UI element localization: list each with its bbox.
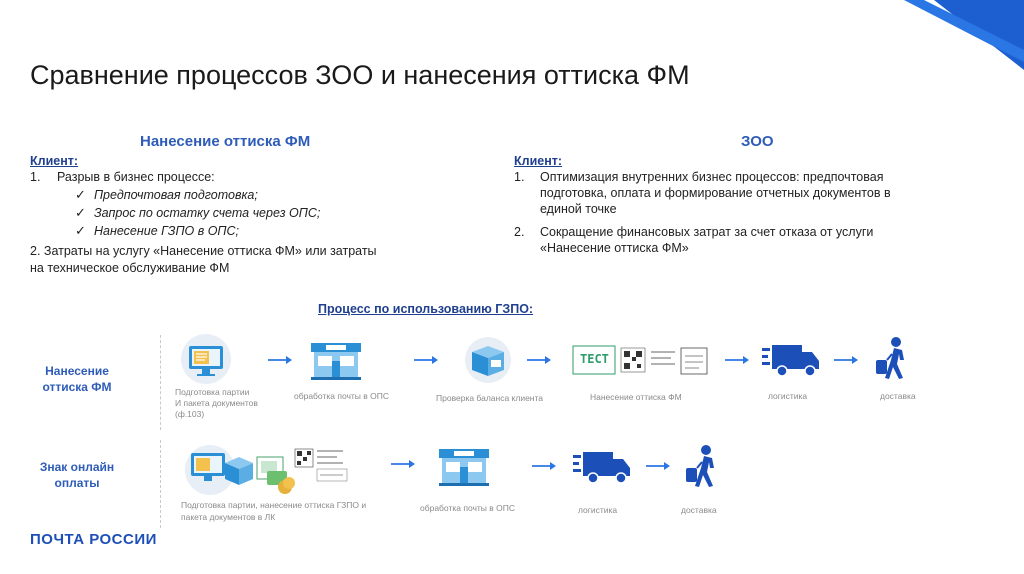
post-office-icon — [308, 337, 364, 381]
row1-caption-3: Проверка баланса клиента — [436, 393, 544, 403]
row2-caption-3: логистика — [578, 505, 618, 515]
row2-caption-4: доставка — [681, 505, 717, 515]
delivery-truck-icon — [573, 449, 631, 485]
right-item1-line2: подготовка, оплата и формирование отчетных документов в — [540, 186, 891, 200]
row1-caption-5: логистика — [768, 391, 808, 401]
process-title: Процесс по использованию ГЗПО: — [318, 302, 534, 316]
courier-icon — [682, 444, 722, 490]
check-icon: ✓ — [75, 187, 86, 202]
online-preparation-icon — [183, 443, 373, 497]
stamp-imprint-icon — [571, 342, 711, 378]
row2-caption-1b: пакета документов в ЛК — [181, 512, 276, 522]
left-column-heading: Нанесение оттиска ФМ — [140, 133, 311, 150]
arrow-right-icon — [268, 355, 292, 365]
row2-label: Знак онлайн оплаты — [39, 460, 115, 490]
left-bullet-2: Запрос по остатку счета через ОПС; — [94, 206, 321, 220]
right-item2-line2: «Нанесение оттиска ФМ» — [540, 241, 689, 255]
russian-post-logo: ПОЧТА РОССИИ — [30, 531, 157, 548]
courier-icon — [872, 336, 912, 382]
left-item2-line1: 2. Затраты на услугу «Нанесение оттиска ФМ» или затраты — [30, 244, 377, 258]
arrow-right-icon — [532, 461, 556, 471]
arrow-right-icon — [414, 355, 438, 365]
delivery-truck-icon — [762, 342, 820, 378]
arrow-right-icon — [391, 459, 415, 469]
arrow-right-icon — [646, 461, 670, 471]
row2-caption-2: обработка почты в ОПС — [420, 503, 516, 513]
right-item1-line1: Оптимизация внутренних бизнес процессов: предпочтовая — [540, 170, 884, 184]
left-item1-number: 1. — [30, 170, 41, 184]
row2-divider — [160, 440, 162, 528]
left-bullet-3: Нанесение ГЗПО в ОПС; — [94, 224, 239, 238]
corner-decoration — [874, 0, 1024, 75]
check-icon: ✓ — [75, 223, 86, 238]
right-item1-number: 1. — [514, 170, 525, 184]
right-client-label: Клиент: — [514, 154, 563, 168]
stamp-text: ТЕСТ — [580, 352, 609, 366]
package-check-icon — [462, 336, 514, 384]
check-icon: ✓ — [75, 205, 86, 220]
right-item1-line3: единой точке — [540, 202, 617, 216]
right-item2-number: 2. — [514, 225, 525, 239]
arrow-right-icon — [725, 355, 749, 365]
row2-caption-1a: Подготовка партии, нанесение оттиска ГЗПО и — [181, 500, 367, 510]
row1-caption-6: доставка — [880, 391, 916, 401]
page-title: Сравнение процессов ЗОО и нанесения оттиска ФМ — [30, 60, 690, 90]
left-item2-line2: на техническое обслуживание ФМ — [30, 261, 230, 275]
post-office-icon — [436, 443, 492, 487]
row1-caption-2: обработка почты в ОПС — [294, 391, 390, 401]
row1-caption-1a: Подготовка партии — [175, 387, 250, 397]
monitor-document-icon — [180, 333, 232, 385]
arrow-right-icon — [527, 355, 551, 365]
left-bullet-1: Предпочтовая подготовка; — [94, 188, 258, 202]
right-item2-line1: Сокращение финансовых затрат за счет отказа от услуги — [540, 225, 874, 239]
row1-caption-1c: (ф.103) — [175, 409, 205, 419]
left-item1-text: Разрыв в бизнес процессе: — [57, 170, 215, 184]
row1-caption-4: Нанесение оттиска ФМ — [590, 392, 682, 402]
arrow-right-icon — [834, 355, 858, 365]
row1-caption-1b: И пакета документов — [175, 398, 258, 408]
row1-label: Нанесение оттиска ФМ — [42, 364, 112, 394]
right-column-heading: ЗОО — [741, 133, 774, 150]
row1-divider — [160, 335, 162, 430]
left-client-label: Клиент: — [30, 154, 79, 168]
